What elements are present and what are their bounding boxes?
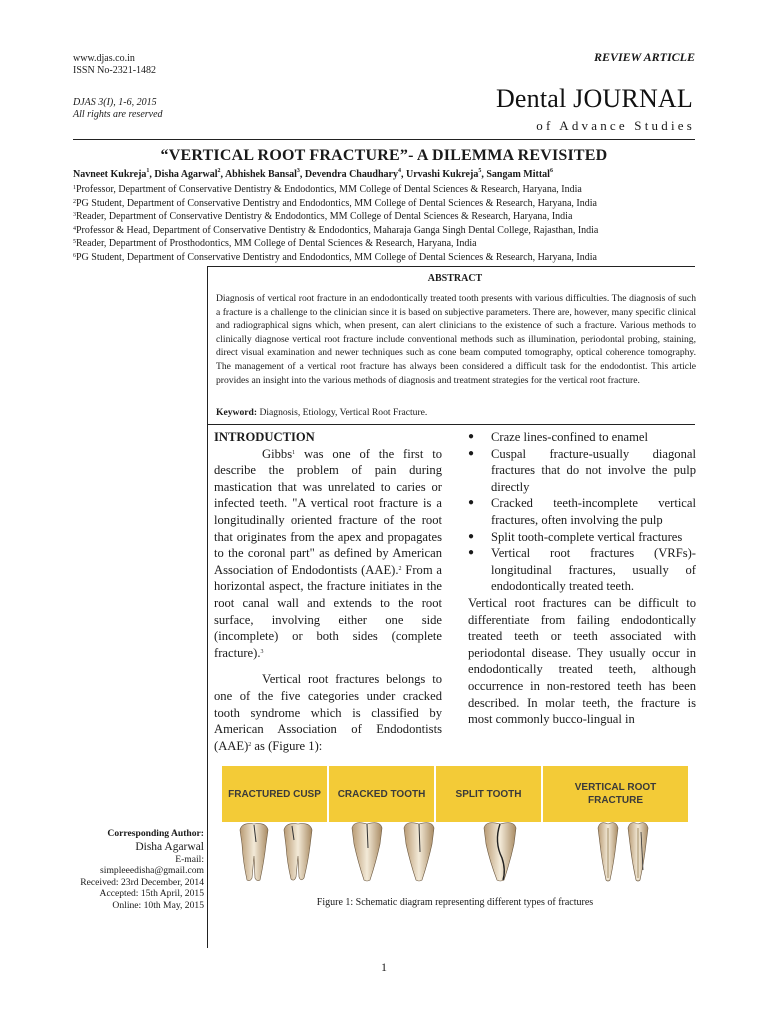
abstract-heading: ABSTRACT <box>427 273 483 284</box>
author: Navneet Kukreja$^1$, <box>73 168 155 180</box>
right-column <box>468 429 696 728</box>
figure-1 <box>222 766 688 878</box>
keyword-values: Diagnosis, Etiology, Vertical Root Fracture. <box>259 407 428 418</box>
figure-header-band <box>222 766 688 822</box>
citation-block <box>73 97 163 121</box>
header-divider <box>73 139 695 140</box>
accepted-date: Accepted: 15th April, 2015 <box>99 888 204 899</box>
abstract-bottom-divider <box>208 424 695 425</box>
list-item: ● Split tooth-complete vertical fractures <box>468 529 683 544</box>
journal-meta <box>73 53 156 77</box>
fracture-category-list <box>468 429 696 595</box>
author-list <box>73 169 553 180</box>
affiliation: $^3$Reader, Department of Conservative Dentistry & Endodontics, MM College of Dental Sciences & Research, Haryana, India <box>73 211 573 223</box>
list-item: ● Cuspal fracture-usually diagonal fractures that do not involve the pulp directly <box>468 446 696 494</box>
rights-text: All rights are reserved <box>73 109 163 120</box>
author: Disha Agarwal$^2$, <box>154 168 225 180</box>
author: Sangam Mittal$^6$ <box>486 168 553 180</box>
fractured-cusp-tooth-icon <box>240 824 312 881</box>
author: Abhishek Bansal$^3$, <box>224 168 305 180</box>
page-number: 1 <box>381 960 387 974</box>
email-label: E-mail: <box>175 853 204 865</box>
online-date: Online: 10th May, 2015 <box>112 899 204 911</box>
bullet-icon: ● <box>468 497 475 509</box>
journal-subtitle: of Advance Studies <box>536 118 695 133</box>
figure-label: CRACKED TOOTH <box>329 766 436 822</box>
received-date: Received: 23rd December, 2014 <box>80 876 204 888</box>
bullet-icon: ● <box>468 530 475 542</box>
intro-paragraph-1: Gibbs$^1$ was one of the first to describe the problem of pain during mastication that was unrelated to caries or infected teeth. "A vertical root fracture is a longitudinally oriented fracture of the root that originates from the apex and propagates to the coronal part" as defined by American Association of Endodontists (AAE).$^2$ From a horizontal aspect, the fracture initiates in the root canal wall and extends to the root surface, involving either one side (incomplete) or both sides (complete fracture).$^3$ <box>214 446 442 660</box>
split-tooth-icon <box>484 823 516 881</box>
email-address[interactable]: simpleeedisha@gmail.com <box>100 865 204 876</box>
bullet-icon: ● <box>468 547 475 559</box>
article-type: REVIEW ARTICLE <box>593 50 695 64</box>
author: Urvashi Kukreja$^5$, <box>406 168 487 180</box>
list-item: ● Cracked teeth-incomplete vertical fractures, often involving the pulp <box>468 496 696 527</box>
keywords <box>216 407 427 418</box>
vertical-root-fracture-tooth-icon <box>598 823 648 881</box>
abstract-top-divider <box>208 266 695 267</box>
citation-text: DJAS 3(I), 1-6, 2015 <box>73 97 157 108</box>
cracked-tooth-icon <box>352 823 434 881</box>
abstract-text: Diagnosis of vertical root fracture in an endodontically treated tooth presents with various difficulties. The diagnosis of such a fracture is a challenge to the clinician since it is based on subjective parameters. There are, however, many specific clinical and radiographical signs which, when present, can alert clinicians to the existence of such a fracture. Various methods to clinically diagnose vertical root fracture include conventional methods such as illumination, periodontal probing, staining, direct visual examination and newer techniques such as cone beam computed tomography, optical coherence tomography. The management of a vertical root fracture has always been considered a difficult task for the endodontist. This article provides an insight into the various methods of diagnosis and treatment strategies for the vertical root fracture. <box>216 293 696 386</box>
affiliation: $^2$PG Student, Department of Conservative Dentistry and Endodontics, MM College of Dental Sciences & Research, Haryana, India <box>73 197 597 209</box>
tooth-illustrations <box>222 822 688 882</box>
affiliation: $^5$Reader, Department of Prosthodontics, MM College of Dental Sciences & Research, Haryana, India <box>73 238 477 250</box>
bullet-icon: ● <box>468 447 475 459</box>
affiliation-list <box>73 183 598 265</box>
keyword-label: Keyword: <box>216 407 258 418</box>
affiliation: $^4$Professor & Head, Department of Conservative Dentistry & Endodontics, Maharaja Ganga Singh Dental College, Rajasthan, India <box>73 224 599 236</box>
body-paragraph: Vertical root fractures can be difficult to differentiate from failing endodontically treated teeth or teeth associated with periodontal disease. They usually occur in endodontically treated teeth, although occurrence in non-restored teeth has been described. In molar teeth, the fracture is most commonly bucco-lingual in <box>468 595 696 727</box>
margin-divider <box>207 266 208 948</box>
figure-caption: Figure 1: Schematic diagram representing different types of fractures <box>316 897 594 908</box>
journal-title: Dental JOURNAL <box>495 84 693 113</box>
intro-paragraph-2: Vertical root fractures belongs to one of the five categories under cracked tooth syndrome which is classified by American Association of Endodontists (AAE)$^2$ as (Figure 1): <box>214 672 442 753</box>
affiliation: $^1$Professor, Department of Conservative Dentistry & Endodontics, MM College of Dental Sciences & Research, Haryana, India <box>73 184 582 195</box>
figure-label: SPLIT TOOTH <box>436 766 543 822</box>
figure-label: VERTICAL ROOT FRACTURE <box>574 782 657 806</box>
affiliation: $^6$PG Student, Department of Conservative Dentistry and Endodontics, MM College of Dental Sciences & Research, Haryana, India <box>73 251 597 263</box>
author: Devendra Chaudhary$^4$, <box>304 168 406 180</box>
list-item: ● Craze lines-confined to enamel <box>468 430 649 444</box>
list-item: ● Vertical root fractures (VRFs)-longitudinal fractures, usually of endodontically treated teeth. <box>468 546 696 594</box>
bullet-icon: ● <box>468 431 475 442</box>
corresponding-name: Disha Agarwal <box>135 840 204 853</box>
left-column <box>214 429 442 754</box>
corresponding-author-block <box>80 828 204 911</box>
corresponding-title: Corresponding Author: <box>107 828 204 839</box>
paper-title: “VERTICAL ROOT FRACTURE”- A DILEMMA REVISITED <box>160 147 608 164</box>
section-heading: INTRODUCTION <box>214 430 315 444</box>
issn-text: ISSN No-2321-1482 <box>73 65 157 76</box>
website-text: www.djas.co.in <box>73 53 135 64</box>
figure-label: FRACTURED CUSP <box>222 766 329 822</box>
